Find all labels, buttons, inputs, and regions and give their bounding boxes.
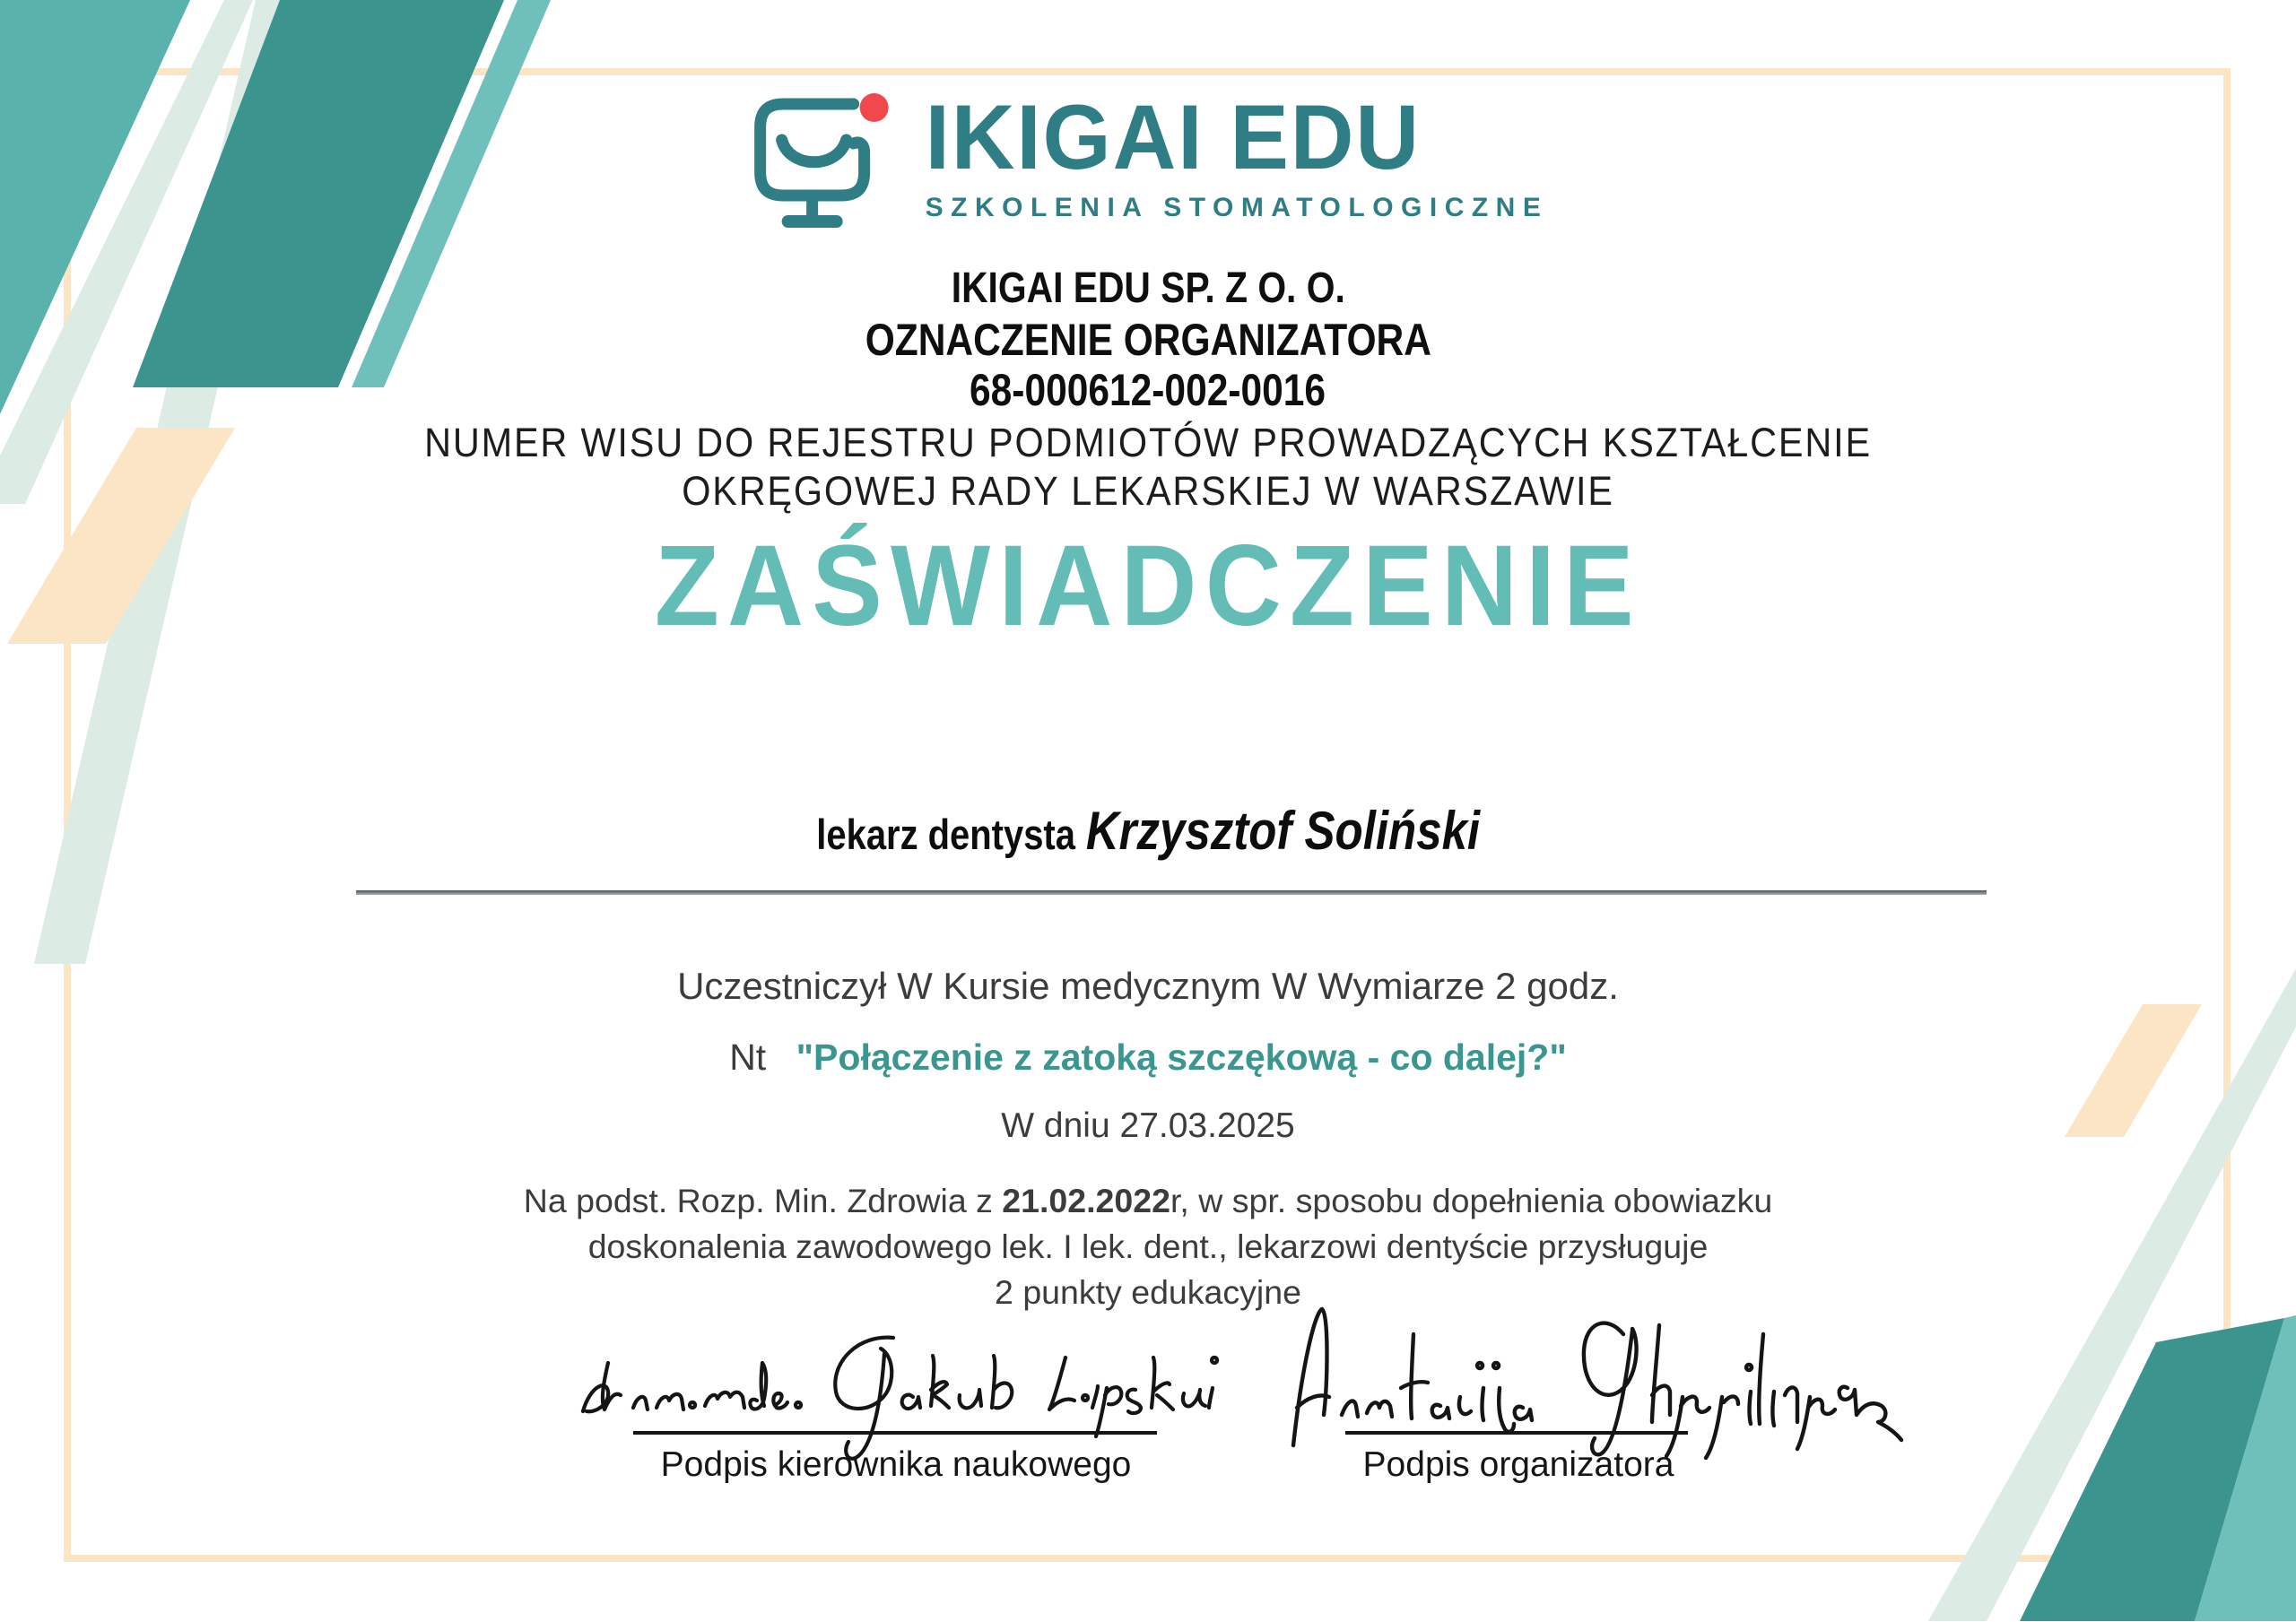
legal-line-3: 2 punkty edukacyjne (995, 1273, 1301, 1311)
signature-line-right (1345, 1431, 1688, 1435)
legal-date: 21.02.2022 (1002, 1182, 1170, 1219)
organizer-designation-number: 68-000612-002-0016 (970, 365, 1326, 415)
certificate-title: ZAŚWIADCZENIE (654, 522, 1642, 650)
brand-name: IKIGAI EDU (925, 86, 1421, 188)
topic-title: "Połączenie z zatoką szczękową - co dalej?" (796, 1037, 1567, 1078)
signature-label-right: Podpis organizatora (1362, 1445, 1674, 1484)
topic-label: Nt (729, 1037, 767, 1078)
signature-organizer (1277, 1279, 1926, 1465)
signature-line-left (633, 1431, 1157, 1435)
topic-line (0, 1037, 2296, 1079)
recipient-row (0, 800, 2296, 862)
legal-paragraph (0, 1178, 2296, 1315)
brand-logo (748, 86, 1549, 235)
course-date: 27.03.2025 (1119, 1106, 1295, 1145)
organizer-designation-label: OZNACZENIE ORGANIZATORA (865, 315, 1431, 365)
recipient-prefix: lekarz dentysta (816, 811, 1075, 858)
legal-line-2: doskonalenia zawodowego lek. I lek. dent., lekarzowi dentyście przysługuje (587, 1227, 1709, 1265)
recipient-name: Krzysztof Soliński (1085, 801, 1480, 861)
participation-line: Uczestniczył W Kursie medycznym W Wymiarze 2 godz. (677, 965, 1619, 1007)
registry-line-1: NUMER WISU DO REJESTRU PODMIOTÓW PROWADZĄCYCH KSZTAŁCENIE (424, 420, 1872, 465)
course-date-label: W dniu (1001, 1106, 1110, 1145)
signature-scientific-director (563, 1307, 1231, 1462)
legal-line-1: Na podst. Rozp. Min. Zdrowia z 21.02.2022r, w spr. sposobu dopełnienia obowiazku (523, 1182, 1773, 1219)
registry-line-2: OKRĘGOWEJ RADY LEKARSKIEJ W WARSZAWIE (682, 468, 1614, 514)
monitor-smile-icon (748, 90, 902, 235)
recipient-underline (356, 890, 1987, 895)
brand-tagline: SZKOLENIA STOMATOLOGICZNE (925, 193, 1549, 223)
course-date-line (0, 1106, 2296, 1146)
red-dot (860, 93, 889, 122)
organizer-company: IKIGAI EDU SP. Z O. O. (951, 265, 1345, 312)
signature-label-left: Podpis kierownika naukowego (660, 1445, 1132, 1484)
